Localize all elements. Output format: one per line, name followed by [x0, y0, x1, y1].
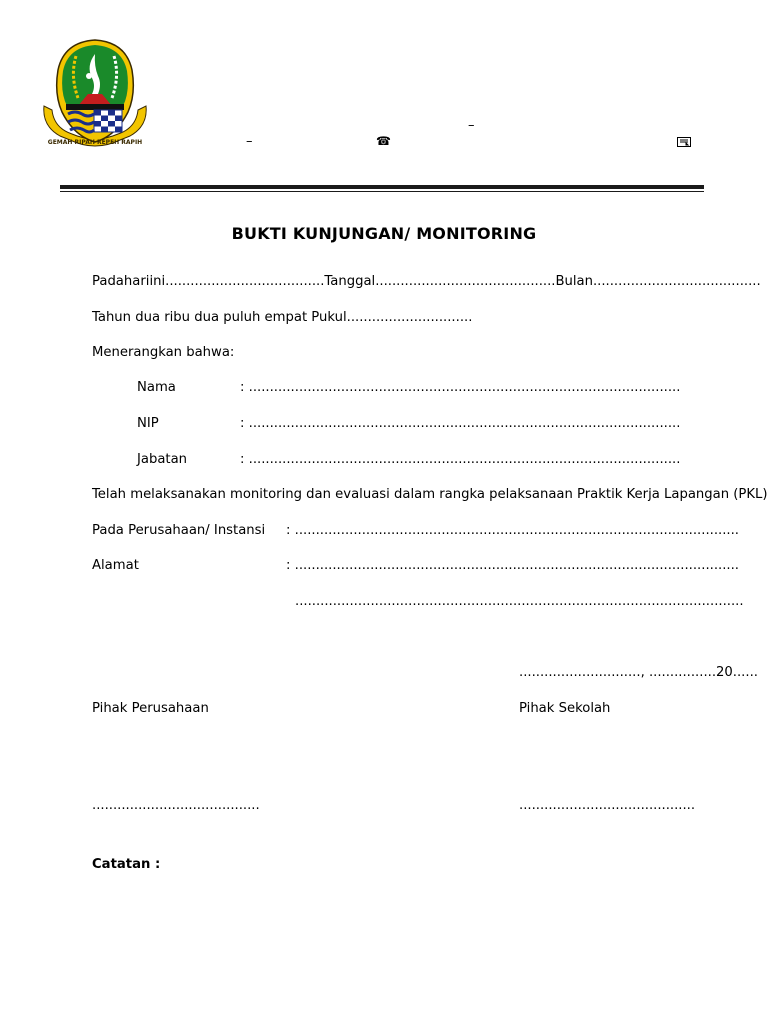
signature-line-sekolah: .......................................... [519, 798, 696, 813]
nip-field: : ....................................................................................................... [240, 416, 681, 431]
header-dash: – [468, 118, 475, 133]
alamat-field: : .......................................................................................................... [286, 558, 739, 573]
menerangkan-label: Menerangkan bahwa: [92, 345, 235, 360]
signature-line-perusahaan: ........................................ [92, 798, 260, 813]
tanggal-bulan-fields: ini......................................Tanggal...........................................Bulan........................................ [149, 274, 761, 289]
west-java-emblem-logo [40, 36, 150, 156]
year-time-line: Tahun dua ribu dua puluh empat Pukul.............................. [92, 310, 473, 325]
header-dash: – [246, 134, 253, 149]
alamat-label: Alamat [92, 558, 139, 573]
date-line-1 [92, 274, 761, 290]
word-pada: Pada [92, 274, 124, 289]
jabatan-label: Jabatan [137, 452, 188, 467]
place-date-line: ............................., ................20...... [519, 665, 758, 680]
alamat-field-continued: ........................................................................................................... [295, 594, 744, 609]
word-hari: hari [123, 274, 150, 289]
nama-label: Nama [137, 380, 176, 395]
header-rule-thick [60, 185, 704, 189]
pihak-sekolah-label: Pihak Sekolah [519, 701, 611, 716]
phone-icon: ☎ [376, 134, 391, 148]
monitoring-statement: Telah melaksanakan monitoring dan evaluasi dalam rangka pelaksanaan Praktik Kerja Lapangan (PKL) [92, 487, 768, 502]
logo-motto: GEMAH RIPAH REPEH RAPIH [47, 139, 143, 146]
nip-label: NIP [137, 416, 159, 431]
perusahaan-label: Pada Perusahaan/ Instansi [92, 523, 266, 538]
nama-field: : ....................................................................................................... [240, 380, 681, 395]
header-rule-thin [60, 191, 704, 192]
perusahaan-field: : .......................................................................................................... [286, 523, 739, 538]
catatan-label: Catatan : [92, 857, 161, 872]
document-title: BUKTI KUNJUNGAN/ MONITORING [231, 224, 537, 243]
fax-icon [677, 137, 691, 147]
pihak-perusahaan-label: Pihak Perusahaan [92, 701, 209, 716]
jabatan-field: : ....................................................................................................... [240, 452, 681, 467]
